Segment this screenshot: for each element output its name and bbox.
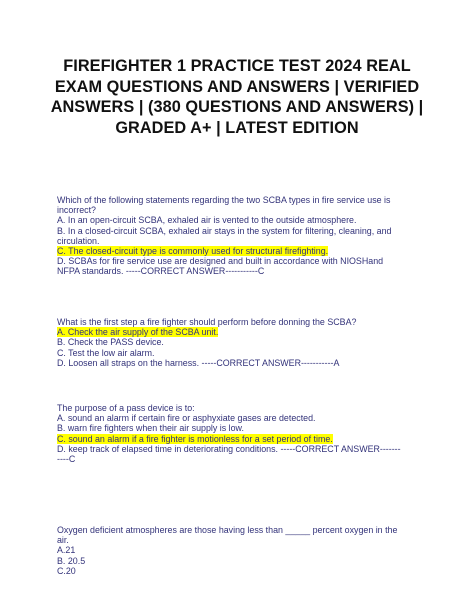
correct-answer-highlight: C. The closed-circuit type is commonly used for structural firefighting. <box>57 246 329 257</box>
correct-answer-highlight: A. Check the air supply of the SCBA unit. <box>57 327 219 338</box>
question-text: Which of the following statements regarding the two SCBA types in fire service use is <box>57 195 391 205</box>
answer-option-c-correct <box>57 434 429 444</box>
answer-option-c-correct <box>57 246 429 256</box>
question-text: Oxygen deficient atmospheres are those having less than _____ percent oxygen in the <box>57 525 398 535</box>
answer-option-d: D. SCBAs for fire service use are designed and built in accordance with NIOSHand <box>57 256 384 267</box>
question-2 <box>57 317 429 368</box>
answer-option-b: B. In a closed-circuit SCBA, exhaled air stays in the system for filtering, cleaning, and <box>57 225 392 236</box>
question-4 <box>57 525 429 576</box>
question-3 <box>57 403 429 464</box>
answer-option-c: C.20 <box>57 565 76 576</box>
answer-option-a: A. In an open-circuit SCBA, exhaled air is vented to the outside atmosphere. <box>57 215 357 226</box>
answer-option-d: D. keep track of elapsed time in deteriorating conditions. -----CORRECT ANSWER------- <box>57 443 401 454</box>
answer-option-b: circulation. <box>57 235 100 246</box>
question-text: What is the first step a fire fighter should perform before donning the SCBA? <box>57 317 357 327</box>
answer-option-a: A.21 <box>57 545 76 556</box>
answer-option-b: B. Check the PASS device. <box>57 337 164 348</box>
question-text: The purpose of a pass device is to: <box>57 403 195 413</box>
answer-option-a-correct <box>57 327 429 337</box>
correct-answer-highlight: C. sound an alarm if a fire fighter is motionless for a set period of time. <box>57 433 333 444</box>
question-1 <box>57 195 429 277</box>
answer-option-d: D. Loosen all straps on the harness. -----CORRECT ANSWER-----------A <box>57 357 340 368</box>
answer-option-b: B. 20.5 <box>57 555 86 566</box>
answer-option-a: A. sound an alarm if certain fire or asphyxiate gases are detected. <box>57 413 316 424</box>
question-text: incorrect? <box>57 205 96 216</box>
correct-answer-note: NFPA standards. -----CORRECT ANSWER-----------C <box>57 266 265 277</box>
question-text: air. <box>57 535 69 546</box>
correct-answer-note: ----C <box>57 454 76 465</box>
answer-option-c: C. Test the low air alarm. <box>57 347 155 358</box>
answer-option-b: B. warn fire fighters when their air supply is low. <box>57 423 244 434</box>
document-title: FIREFIGHTER 1 PRACTICE TEST 2024 REAL EXAM QUESTIONS AND ANSWERS | VERIFIED ANSWERS | (380 QUESTIONS AND ANSWERS) | GRADED A+ | LATEST EDITION <box>50 57 424 137</box>
